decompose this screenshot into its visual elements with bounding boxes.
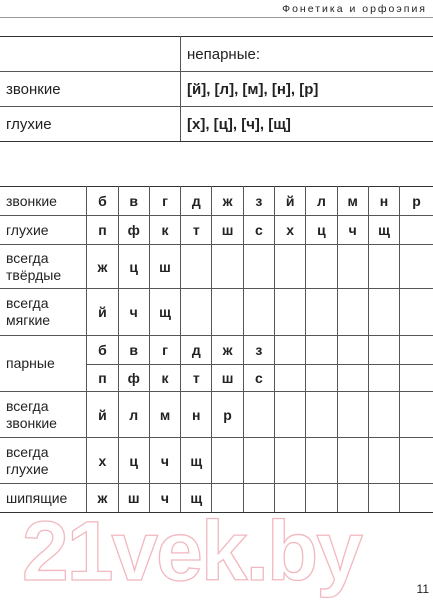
table2-letter-cell [274,392,305,438]
table2-letter-cell [337,245,368,289]
table2-letter-cell [274,438,305,484]
table2-letter-cell [400,484,433,513]
table2-letter-cell [400,365,433,392]
table2-letter-cell: ш [212,216,243,245]
table2-letter-cell: ж [87,484,118,513]
table2-row-label: всегда звонкие [0,392,87,438]
table2-letter-cell [400,216,433,245]
table2-letter-cell: з [243,187,274,216]
table2-letter-cell: ш [149,245,180,289]
table2-letter-cell [400,438,433,484]
table2-letter-cell: ж [87,245,118,289]
table2-letter-cell: р [212,392,243,438]
watermark-logo: 21vek.by [22,504,361,598]
table2-letter-cell [368,438,399,484]
table2-letter-cell: й [274,187,305,216]
table2-letter-cell: ф [118,365,149,392]
table2-letter-cell [243,245,274,289]
table2-letter-cell: з [243,336,274,365]
table2-letter-cell: ц [306,216,337,245]
table2-row [0,216,433,245]
unpaired-consonants-table [0,36,433,142]
table2-letter-cell [243,438,274,484]
table2-letter-cell: т [181,365,212,392]
table2-letter-cell: ч [118,289,149,336]
table1-row-value: [х], [ц], [ч], [щ] [181,107,433,142]
table2-letter-cell: ц [118,438,149,484]
table2-letter-cell: в [118,336,149,365]
table2-row-label: всегда мягкие [0,289,87,336]
table2-row-label: всегда твёрдые [0,245,87,289]
table2-letter-cell [400,289,433,336]
table2-letter-cell [212,245,243,289]
table1-heading: непарные: [181,37,433,72]
table2-row-label: глухие [0,216,87,245]
table2-letter-cell [243,289,274,336]
table2-letter-cell [337,365,368,392]
table1-empty-cell [0,37,181,72]
table2-row-label: парные [0,336,87,392]
table2-letter-cell: л [306,187,337,216]
table1-row [0,72,433,107]
table2-letter-cell [274,289,305,336]
table2-letter-cell [368,289,399,336]
table2-letter-cell: б [87,187,118,216]
table2-letter-cell: м [149,392,180,438]
table2-letter-cell: д [181,187,212,216]
table2-letter-cell [181,245,212,289]
table1-row [0,107,433,142]
table2-letter-cell [368,484,399,513]
table2-letter-cell [400,336,433,365]
table2-letter-cell [337,289,368,336]
table2-letter-cell [212,289,243,336]
table2-letter-cell: ш [118,484,149,513]
table2-letter-cell [368,245,399,289]
table2-letter-cell: т [181,216,212,245]
table2-letter-cell: щ [181,438,212,484]
table2-letter-cell [368,365,399,392]
table2-row [0,187,433,216]
table2-letter-cell: г [149,187,180,216]
table2-row [0,289,433,336]
table2-letter-cell: ч [337,216,368,245]
table2-letter-cell [306,336,337,365]
table2-letter-cell [274,245,305,289]
table2-letter-cell: щ [368,216,399,245]
table2-row-label: шипящие [0,484,87,513]
table2-row [0,392,433,438]
table2-row [0,336,433,365]
table2-letter-cell: щ [149,289,180,336]
table1-row-label: звонкие [0,72,181,107]
table2-letter-cell: с [243,216,274,245]
running-header: Фонетика и орфоэпия [282,3,427,15]
table1-heading-row [0,37,433,72]
table2-letter-cell: к [149,365,180,392]
table2-letter-cell: б [87,336,118,365]
table2-letter-cell: п [87,216,118,245]
table2-letter-cell [181,289,212,336]
table2-letter-cell [400,245,433,289]
table2-row [0,245,433,289]
table2-letter-cell: л [118,392,149,438]
table2-letter-cell: д [181,336,212,365]
table2-letter-cell [306,365,337,392]
table2-letter-cell: ч [149,484,180,513]
table2-letter-cell [243,392,274,438]
table2-letter-cell: х [274,216,305,245]
table2-letter-cell [306,438,337,484]
table2-letter-cell [274,365,305,392]
table2-letter-cell [337,392,368,438]
header-rule [0,17,433,18]
table2-row-label: всегда глухие [0,438,87,484]
table2-letter-cell: в [118,187,149,216]
table2-letter-cell [400,392,433,438]
table2-row [0,438,433,484]
table2-letter-cell [212,438,243,484]
table2-letter-cell: к [149,216,180,245]
table2-letter-cell: п [87,365,118,392]
table2-letter-cell: й [87,289,118,336]
table1-row-value: [й], [л], [м], [н], [р] [181,72,433,107]
table2-letter-cell [306,245,337,289]
table2-row-label: звонкие [0,187,87,216]
table2-letter-cell: ц [118,245,149,289]
table2-letter-cell [337,438,368,484]
table2-letter-cell: ф [118,216,149,245]
table2-letter-cell [306,392,337,438]
table2-letter-cell: ж [212,336,243,365]
table1-row-label: глухие [0,107,181,142]
table2-letter-cell: с [243,365,274,392]
table2-letter-cell: ш [212,365,243,392]
table2-letter-cell [337,336,368,365]
page-number: 11 [416,582,429,596]
consonants-classification-table [0,186,433,513]
table2-letter-cell: м [337,187,368,216]
table2-letter-cell: н [368,187,399,216]
table2-letter-cell: щ [181,484,212,513]
table2-letter-cell: й [87,392,118,438]
table2-letter-cell: н [181,392,212,438]
table2-letter-cell [306,289,337,336]
table2-letter-cell: р [400,187,433,216]
table2-letter-cell: ж [212,187,243,216]
table2-letter-cell: х [87,438,118,484]
table2-letter-cell [368,336,399,365]
table2-letter-cell [274,336,305,365]
table2-letter-cell: ч [149,438,180,484]
table2-letter-cell [368,392,399,438]
table2-letter-cell: г [149,336,180,365]
